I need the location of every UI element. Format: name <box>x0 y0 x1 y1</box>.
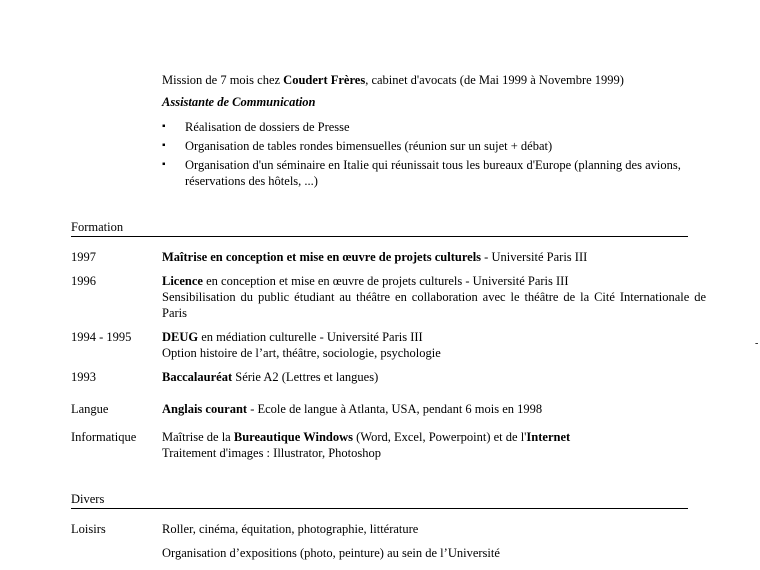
section-divider <box>71 508 688 509</box>
square-bullet-icon: ▪ <box>162 140 166 151</box>
mission-line: Mission de 7 mois chez Coudert Frères, cabinet d'avocats (de Mai 1999 à Novembre 1999) <box>162 73 624 87</box>
year-label: 1994 - 1995 <box>71 330 132 344</box>
square-bullet-icon: ▪ <box>162 159 166 170</box>
job-role: Assistante de Communication <box>162 95 316 109</box>
formation-detail: Sensibilisation du public étudiant au théâtre en collaboration avec le théâtre de la Cité Internationale de Paris <box>162 290 706 320</box>
margin-mark: - <box>755 338 759 349</box>
formation-entry: Baccalauréat Série A2 (Lettres et langues) <box>162 370 379 384</box>
expositions-text: Organisation d’expositions (photo, peinture) au sein de l’Université <box>162 546 500 560</box>
formation-entry: DEUG en médiation culturelle - Université Paris III Option histoire de l’art, théâtre, sociologie, psychologie <box>162 329 706 361</box>
year-label: 1993 <box>71 370 96 384</box>
task-list <box>162 119 702 192</box>
formation-detail: Option histoire de l’art, théâtre, sociologie, psychologie <box>162 346 441 360</box>
list-item: ▪ Réalisation de dossiers de Presse <box>162 120 350 134</box>
list-item: ▪ Organisation de tables rondes bimensuelles (réunion sur un sujet + débat) <box>162 139 553 153</box>
langue-entry: Anglais courant - Ecole de langue à Atlanta, USA, pendant 6 mois en 1998 <box>162 402 543 416</box>
section-title-formation: Formation <box>71 220 124 234</box>
label-langue: Langue <box>71 402 109 416</box>
loisirs-text: Roller, cinéma, équitation, photographie, littérature <box>162 522 419 536</box>
list-item: ▪ Organisation d'un séminaire en Italie qui réunissait tous les bureaux d'Europe (planning des avions, réservations des hôtels, ...) <box>162 158 681 188</box>
year-label: 1997 <box>71 250 96 264</box>
formation-entry: Licence en conception et mise en œuvre de projets culturels - Université Paris III Sensibilisation du public étudiant au théâtre en collaboration avec le théâtre de la Cité Internationale de Paris <box>162 274 706 320</box>
informatique-entry: Maîtrise de la Bureautique Windows (Word, Excel, Powerpoint) et de l'Internet Traitement d'images : Illustrator, Photoshop <box>162 430 571 460</box>
section-divider <box>71 236 688 237</box>
company-name: Coudert Frères <box>283 73 366 87</box>
square-bullet-icon: ▪ <box>162 121 166 132</box>
section-title-divers: Divers <box>71 492 105 506</box>
label-loisirs: Loisirs <box>71 522 106 536</box>
label-informatique: Informatique <box>71 430 137 444</box>
formation-entry: Maîtrise en conception et mise en œuvre de projets culturels - Université Paris III <box>162 250 588 264</box>
year-label: 1996 <box>71 274 96 288</box>
